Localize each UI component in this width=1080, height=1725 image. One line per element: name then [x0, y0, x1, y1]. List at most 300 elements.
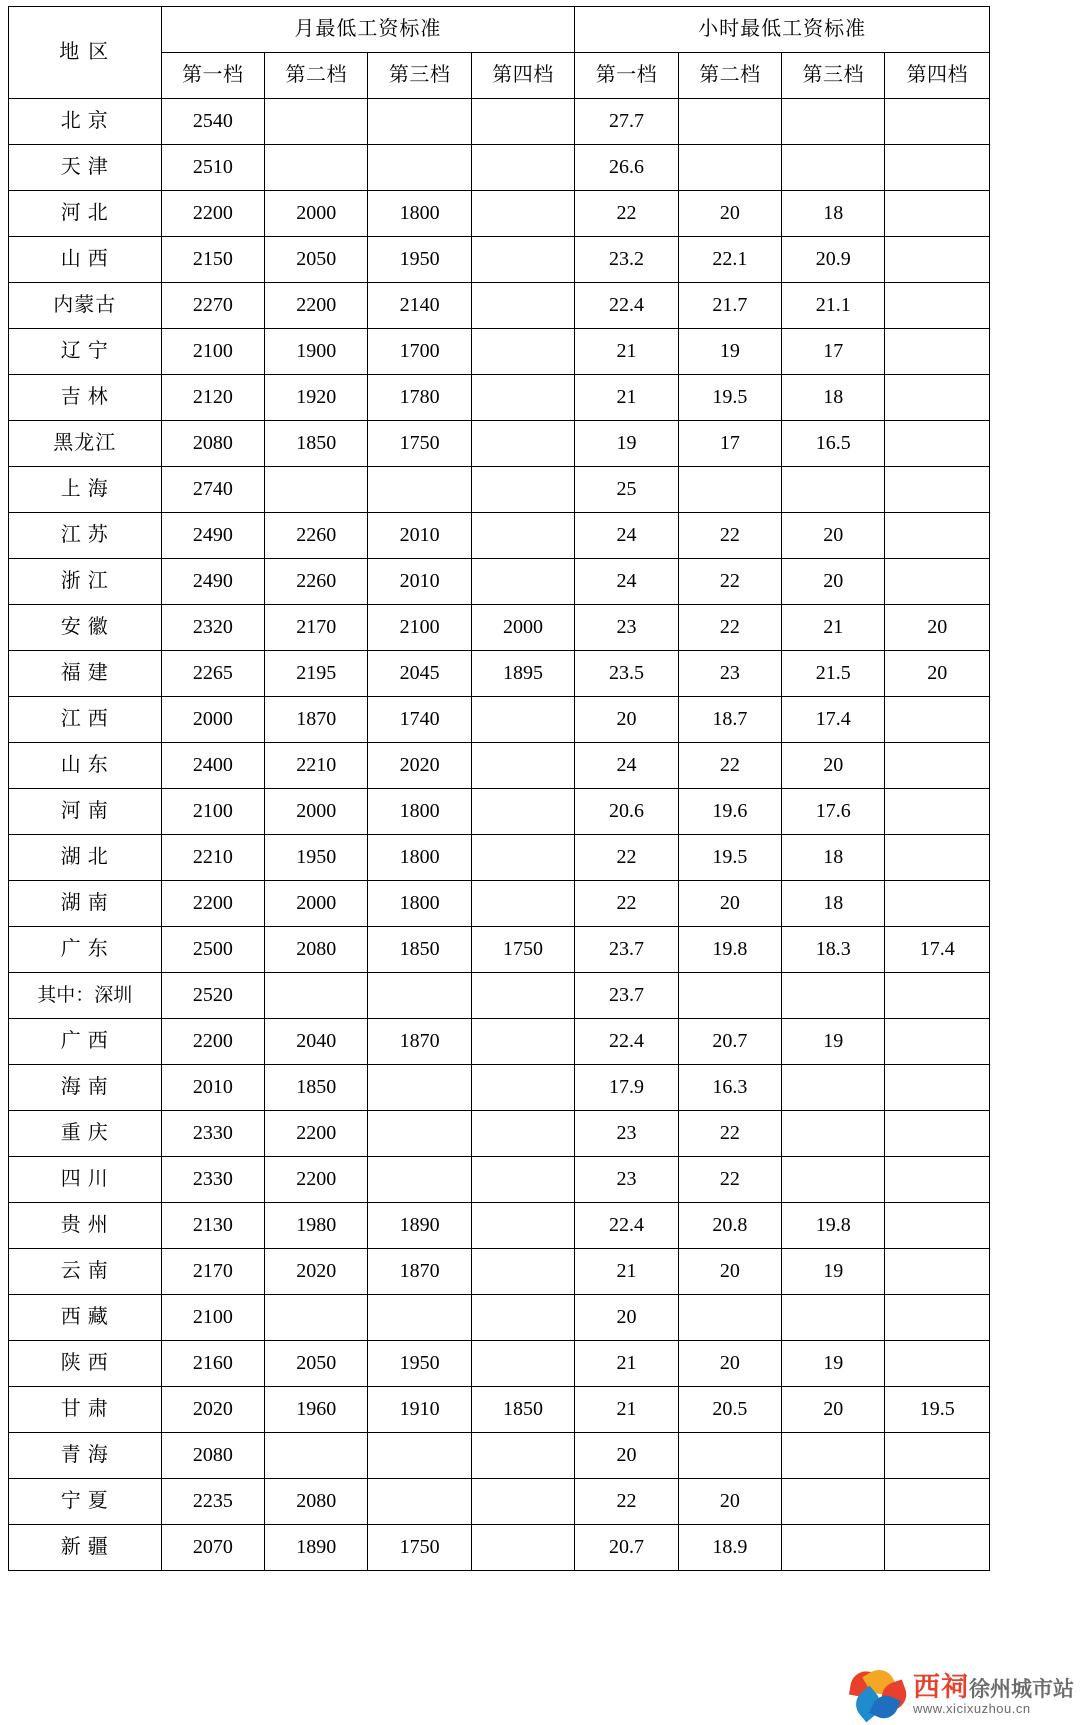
table-row	[9, 1111, 990, 1157]
hourly-tier-3-cell: 20	[782, 513, 885, 559]
region-cell: 云 南	[9, 1249, 162, 1295]
table-row	[9, 99, 990, 145]
monthly-tier-3-cell: 1800	[368, 191, 471, 237]
hourly-tier-3-cell: 17.6	[782, 789, 885, 835]
monthly-tier-2-cell	[265, 145, 368, 191]
monthly-tier-2-cell: 2020	[265, 1249, 368, 1295]
hourly-tier-3-cell: 20	[782, 559, 885, 605]
monthly-tier-3-cell	[368, 1065, 471, 1111]
monthly-tier-2-cell: 2000	[265, 881, 368, 927]
monthly-tier-3-cell	[368, 1479, 471, 1525]
monthly-tier-3-cell	[368, 973, 471, 1019]
monthly-tier-3-cell: 1780	[368, 375, 471, 421]
monthly-tier-1-cell: 2510	[161, 145, 264, 191]
hourly-tier-1-cell: 22	[575, 881, 678, 927]
monthly-tier-4-cell	[471, 375, 574, 421]
table-body	[9, 99, 990, 1571]
hourly-tier-1-cell: 27.7	[575, 99, 678, 145]
header-monthly-tier-3: 第三档	[368, 53, 471, 99]
region-cell: 河 北	[9, 191, 162, 237]
hourly-tier-3-cell: 21.5	[782, 651, 885, 697]
hourly-tier-4-cell	[885, 513, 990, 559]
region-cell: 江 西	[9, 697, 162, 743]
monthly-tier-3-cell	[368, 99, 471, 145]
monthly-tier-4-cell	[471, 881, 574, 927]
hourly-tier-4-cell	[885, 881, 990, 927]
watermark-name-sub: 徐州城市站	[969, 1678, 1074, 1702]
monthly-tier-4-cell	[471, 191, 574, 237]
monthly-tier-2-cell: 1980	[265, 1203, 368, 1249]
hourly-tier-3-cell	[782, 1157, 885, 1203]
hourly-tier-4-cell	[885, 375, 990, 421]
monthly-tier-4-cell	[471, 1249, 574, 1295]
minimum-wage-table	[8, 6, 990, 1571]
hourly-tier-3-cell	[782, 1065, 885, 1111]
hourly-tier-4-cell	[885, 237, 990, 283]
header-monthly-tier-2: 第二档	[265, 53, 368, 99]
monthly-tier-3-cell: 1750	[368, 1525, 471, 1571]
monthly-tier-2-cell: 2200	[265, 283, 368, 329]
monthly-tier-4-cell	[471, 1525, 574, 1571]
region-cell: 江 苏	[9, 513, 162, 559]
monthly-tier-3-cell: 1850	[368, 927, 471, 973]
header-hourly-tier-3: 第三档	[782, 53, 885, 99]
region-cell: 四 川	[9, 1157, 162, 1203]
hourly-tier-1-cell: 23	[575, 1111, 678, 1157]
hourly-tier-4-cell	[885, 283, 990, 329]
monthly-tier-2-cell: 1850	[265, 421, 368, 467]
monthly-tier-2-cell: 2050	[265, 237, 368, 283]
monthly-tier-2-cell: 2200	[265, 1157, 368, 1203]
hourly-tier-2-cell: 20.8	[678, 1203, 781, 1249]
table-row	[9, 1295, 990, 1341]
hourly-tier-1-cell: 23.7	[575, 927, 678, 973]
hourly-tier-3-cell: 18.3	[782, 927, 885, 973]
table-row	[9, 1479, 990, 1525]
monthly-tier-3-cell: 1870	[368, 1249, 471, 1295]
monthly-tier-4-cell: 1850	[471, 1387, 574, 1433]
hourly-tier-4-cell	[885, 559, 990, 605]
hourly-tier-3-cell	[782, 1525, 885, 1571]
monthly-tier-2-cell: 2210	[265, 743, 368, 789]
monthly-tier-3-cell: 1740	[368, 697, 471, 743]
hourly-tier-1-cell: 17.9	[575, 1065, 678, 1111]
monthly-tier-3-cell: 2045	[368, 651, 471, 697]
table-row	[9, 145, 990, 191]
monthly-tier-3-cell: 1800	[368, 881, 471, 927]
monthly-tier-2-cell: 2170	[265, 605, 368, 651]
hourly-tier-1-cell: 21	[575, 375, 678, 421]
region-cell: 宁 夏	[9, 1479, 162, 1525]
hourly-tier-3-cell: 19.8	[782, 1203, 885, 1249]
monthly-tier-1-cell: 2080	[161, 1433, 264, 1479]
table-row	[9, 1019, 990, 1065]
hourly-tier-3-cell	[782, 145, 885, 191]
hourly-tier-1-cell: 22.4	[575, 1203, 678, 1249]
hourly-tier-4-cell: 20	[885, 605, 990, 651]
region-cell: 安 徽	[9, 605, 162, 651]
hourly-tier-3-cell: 19	[782, 1019, 885, 1065]
monthly-tier-3-cell	[368, 1157, 471, 1203]
monthly-tier-1-cell: 2740	[161, 467, 264, 513]
hourly-tier-3-cell	[782, 99, 885, 145]
table-row	[9, 375, 990, 421]
monthly-tier-1-cell: 2330	[161, 1157, 264, 1203]
monthly-tier-3-cell: 1800	[368, 835, 471, 881]
monthly-tier-3-cell: 1910	[368, 1387, 471, 1433]
hourly-tier-3-cell: 17	[782, 329, 885, 375]
hourly-tier-1-cell: 22	[575, 835, 678, 881]
monthly-tier-1-cell: 2200	[161, 191, 264, 237]
hourly-tier-4-cell: 17.4	[885, 927, 990, 973]
monthly-tier-1-cell: 2200	[161, 1019, 264, 1065]
monthly-tier-2-cell: 1900	[265, 329, 368, 375]
monthly-tier-3-cell: 2010	[368, 513, 471, 559]
hourly-tier-3-cell: 16.5	[782, 421, 885, 467]
monthly-tier-4-cell	[471, 145, 574, 191]
monthly-tier-2-cell: 2260	[265, 513, 368, 559]
hourly-tier-2-cell: 17	[678, 421, 781, 467]
hourly-tier-1-cell: 23	[575, 605, 678, 651]
hourly-tier-4-cell	[885, 145, 990, 191]
region-cell: 重 庆	[9, 1111, 162, 1157]
monthly-tier-2-cell: 2040	[265, 1019, 368, 1065]
hourly-tier-3-cell: 18	[782, 375, 885, 421]
hourly-tier-3-cell: 20	[782, 743, 885, 789]
hourly-tier-2-cell: 20	[678, 1479, 781, 1525]
hourly-tier-4-cell	[885, 697, 990, 743]
table-row	[9, 789, 990, 835]
hourly-tier-1-cell: 22	[575, 1479, 678, 1525]
hourly-tier-1-cell: 20	[575, 697, 678, 743]
header-hourly-tier-1: 第一档	[575, 53, 678, 99]
monthly-tier-1-cell: 2100	[161, 789, 264, 835]
monthly-tier-2-cell	[265, 1433, 368, 1479]
monthly-tier-1-cell: 2320	[161, 605, 264, 651]
table-row	[9, 283, 990, 329]
monthly-tier-3-cell: 1870	[368, 1019, 471, 1065]
hourly-tier-3-cell	[782, 1479, 885, 1525]
monthly-tier-3-cell	[368, 1111, 471, 1157]
hourly-tier-1-cell: 21	[575, 1341, 678, 1387]
hourly-tier-2-cell	[678, 1295, 781, 1341]
flower-logo-icon	[851, 1669, 907, 1721]
hourly-tier-1-cell: 22.4	[575, 1019, 678, 1065]
hourly-tier-4-cell	[885, 1157, 990, 1203]
table-row	[9, 927, 990, 973]
hourly-tier-2-cell: 19.8	[678, 927, 781, 973]
hourly-tier-1-cell: 22.4	[575, 283, 678, 329]
region-cell: 青 海	[9, 1433, 162, 1479]
hourly-tier-1-cell: 26.6	[575, 145, 678, 191]
hourly-tier-1-cell: 20.6	[575, 789, 678, 835]
table-row	[9, 1249, 990, 1295]
hourly-tier-2-cell: 18.9	[678, 1525, 781, 1571]
table-row	[9, 1341, 990, 1387]
monthly-tier-1-cell: 2170	[161, 1249, 264, 1295]
monthly-tier-4-cell	[471, 467, 574, 513]
monthly-tier-4-cell	[471, 973, 574, 1019]
monthly-tier-2-cell: 2195	[265, 651, 368, 697]
hourly-tier-1-cell: 21	[575, 1249, 678, 1295]
hourly-tier-2-cell	[678, 973, 781, 1019]
region-cell: 黑龙江	[9, 421, 162, 467]
region-cell: 广 西	[9, 1019, 162, 1065]
monthly-tier-1-cell: 2520	[161, 973, 264, 1019]
region-cell: 湖 北	[9, 835, 162, 881]
header-region: 地 区	[9, 7, 162, 99]
hourly-tier-2-cell	[678, 145, 781, 191]
monthly-tier-4-cell	[471, 1295, 574, 1341]
table-row	[9, 421, 990, 467]
monthly-tier-1-cell: 2490	[161, 559, 264, 605]
monthly-tier-2-cell: 2260	[265, 559, 368, 605]
hourly-tier-3-cell: 18	[782, 881, 885, 927]
hourly-tier-1-cell: 24	[575, 513, 678, 559]
hourly-tier-2-cell	[678, 467, 781, 513]
table-row	[9, 973, 990, 1019]
hourly-tier-4-cell	[885, 743, 990, 789]
monthly-tier-4-cell: 2000	[471, 605, 574, 651]
table-row	[9, 1157, 990, 1203]
region-cell: 甘 肃	[9, 1387, 162, 1433]
hourly-tier-1-cell: 20	[575, 1433, 678, 1479]
hourly-tier-1-cell: 25	[575, 467, 678, 513]
hourly-tier-1-cell: 24	[575, 559, 678, 605]
wage-standards-table-container	[8, 6, 990, 1571]
hourly-tier-4-cell	[885, 835, 990, 881]
region-cell: 山 西	[9, 237, 162, 283]
hourly-tier-4-cell: 19.5	[885, 1387, 990, 1433]
hourly-tier-1-cell: 23.2	[575, 237, 678, 283]
hourly-tier-1-cell: 22	[575, 191, 678, 237]
hourly-tier-3-cell: 20	[782, 1387, 885, 1433]
table-row	[9, 329, 990, 375]
monthly-tier-4-cell	[471, 237, 574, 283]
hourly-tier-1-cell: 21	[575, 329, 678, 375]
table-header	[9, 7, 990, 99]
hourly-tier-2-cell: 20.7	[678, 1019, 781, 1065]
region-cell: 新 疆	[9, 1525, 162, 1571]
watermark-url: www.xicixuzhou.cn	[913, 1701, 1031, 1717]
hourly-tier-3-cell	[782, 973, 885, 1019]
table-row	[9, 1433, 990, 1479]
monthly-tier-2-cell	[265, 467, 368, 513]
hourly-tier-3-cell	[782, 467, 885, 513]
monthly-tier-2-cell: 1950	[265, 835, 368, 881]
monthly-tier-2-cell: 2000	[265, 191, 368, 237]
monthly-tier-1-cell: 2000	[161, 697, 264, 743]
site-watermark	[851, 1669, 1074, 1721]
monthly-tier-2-cell: 1850	[265, 1065, 368, 1111]
header-hourly-tier-2: 第二档	[678, 53, 781, 99]
monthly-tier-3-cell: 1950	[368, 237, 471, 283]
monthly-tier-2-cell: 1890	[265, 1525, 368, 1571]
header-monthly-tier-4: 第四档	[471, 53, 574, 99]
hourly-tier-4-cell	[885, 1341, 990, 1387]
table-row	[9, 835, 990, 881]
hourly-tier-2-cell: 20	[678, 1249, 781, 1295]
monthly-tier-4-cell	[471, 1479, 574, 1525]
monthly-tier-4-cell	[471, 1157, 574, 1203]
monthly-tier-2-cell: 2050	[265, 1341, 368, 1387]
table-row	[9, 1525, 990, 1571]
region-cell: 天 津	[9, 145, 162, 191]
hourly-tier-2-cell: 20	[678, 1341, 781, 1387]
hourly-tier-3-cell: 21.1	[782, 283, 885, 329]
monthly-tier-1-cell: 2265	[161, 651, 264, 697]
hourly-tier-4-cell	[885, 973, 990, 1019]
hourly-tier-3-cell	[782, 1111, 885, 1157]
monthly-tier-2-cell: 2080	[265, 927, 368, 973]
monthly-tier-1-cell: 2540	[161, 99, 264, 145]
monthly-tier-1-cell: 2100	[161, 329, 264, 375]
monthly-tier-4-cell: 1895	[471, 651, 574, 697]
hourly-tier-4-cell	[885, 191, 990, 237]
table-row	[9, 559, 990, 605]
hourly-tier-1-cell: 23.5	[575, 651, 678, 697]
region-cell: 河 南	[9, 789, 162, 835]
hourly-tier-4-cell	[885, 1525, 990, 1571]
hourly-tier-4-cell	[885, 467, 990, 513]
monthly-tier-4-cell	[471, 697, 574, 743]
monthly-tier-3-cell: 1950	[368, 1341, 471, 1387]
table-row	[9, 881, 990, 927]
hourly-tier-2-cell: 22	[678, 743, 781, 789]
monthly-tier-1-cell: 2400	[161, 743, 264, 789]
monthly-tier-3-cell	[368, 1433, 471, 1479]
region-cell: 吉 林	[9, 375, 162, 421]
table-row	[9, 651, 990, 697]
monthly-tier-2-cell	[265, 973, 368, 1019]
region-cell: 湖 南	[9, 881, 162, 927]
hourly-tier-1-cell: 21	[575, 1387, 678, 1433]
monthly-tier-2-cell	[265, 1295, 368, 1341]
monthly-tier-4-cell	[471, 1019, 574, 1065]
table-row	[9, 513, 990, 559]
monthly-tier-4-cell: 1750	[471, 927, 574, 973]
monthly-tier-1-cell: 2210	[161, 835, 264, 881]
monthly-tier-4-cell	[471, 743, 574, 789]
monthly-tier-4-cell	[471, 559, 574, 605]
monthly-tier-2-cell: 1920	[265, 375, 368, 421]
monthly-tier-2-cell: 1960	[265, 1387, 368, 1433]
monthly-tier-4-cell	[471, 1341, 574, 1387]
hourly-tier-4-cell	[885, 421, 990, 467]
hourly-tier-2-cell	[678, 99, 781, 145]
monthly-tier-1-cell: 2235	[161, 1479, 264, 1525]
hourly-tier-1-cell: 20	[575, 1295, 678, 1341]
region-cell: 山 东	[9, 743, 162, 789]
table-row	[9, 743, 990, 789]
region-cell: 福 建	[9, 651, 162, 697]
hourly-tier-1-cell: 23.7	[575, 973, 678, 1019]
monthly-tier-4-cell	[471, 99, 574, 145]
hourly-tier-4-cell	[885, 1249, 990, 1295]
monthly-tier-4-cell	[471, 1203, 574, 1249]
monthly-tier-4-cell	[471, 789, 574, 835]
hourly-tier-1-cell: 20.7	[575, 1525, 678, 1571]
header-row-groups	[9, 7, 990, 53]
watermark-title	[913, 1673, 1074, 1701]
hourly-tier-4-cell	[885, 1203, 990, 1249]
table-row	[9, 697, 990, 743]
hourly-tier-3-cell: 18	[782, 835, 885, 881]
monthly-tier-4-cell	[471, 1111, 574, 1157]
hourly-tier-2-cell: 19.6	[678, 789, 781, 835]
table-row	[9, 467, 990, 513]
region-cell: 上 海	[9, 467, 162, 513]
hourly-tier-2-cell: 20	[678, 191, 781, 237]
hourly-tier-1-cell: 19	[575, 421, 678, 467]
monthly-tier-3-cell: 1890	[368, 1203, 471, 1249]
hourly-tier-2-cell	[678, 1433, 781, 1479]
hourly-tier-3-cell: 19	[782, 1249, 885, 1295]
hourly-tier-2-cell: 22	[678, 559, 781, 605]
monthly-tier-1-cell: 2070	[161, 1525, 264, 1571]
hourly-tier-4-cell	[885, 1111, 990, 1157]
monthly-tier-1-cell: 2200	[161, 881, 264, 927]
monthly-tier-1-cell: 2130	[161, 1203, 264, 1249]
monthly-tier-3-cell: 1800	[368, 789, 471, 835]
hourly-tier-2-cell: 16.3	[678, 1065, 781, 1111]
hourly-tier-4-cell: 20	[885, 651, 990, 697]
monthly-tier-3-cell: 2140	[368, 283, 471, 329]
region-cell: 北 京	[9, 99, 162, 145]
header-monthly-group: 月最低工资标准	[161, 7, 575, 53]
table-row	[9, 1387, 990, 1433]
monthly-tier-4-cell	[471, 835, 574, 881]
hourly-tier-4-cell	[885, 1433, 990, 1479]
hourly-tier-3-cell: 18	[782, 191, 885, 237]
hourly-tier-4-cell	[885, 1019, 990, 1065]
hourly-tier-2-cell: 23	[678, 651, 781, 697]
hourly-tier-1-cell: 23	[575, 1157, 678, 1203]
monthly-tier-3-cell: 2010	[368, 559, 471, 605]
monthly-tier-3-cell	[368, 467, 471, 513]
region-cell: 海 南	[9, 1065, 162, 1111]
hourly-tier-2-cell: 22	[678, 1111, 781, 1157]
monthly-tier-1-cell: 2100	[161, 1295, 264, 1341]
monthly-tier-1-cell: 2490	[161, 513, 264, 559]
table-row	[9, 191, 990, 237]
monthly-tier-4-cell	[471, 421, 574, 467]
table-row	[9, 237, 990, 283]
monthly-tier-2-cell	[265, 99, 368, 145]
header-hourly-group: 小时最低工资标准	[575, 7, 990, 53]
hourly-tier-3-cell	[782, 1433, 885, 1479]
monthly-tier-3-cell: 2100	[368, 605, 471, 651]
monthly-tier-4-cell	[471, 329, 574, 375]
hourly-tier-2-cell: 22	[678, 605, 781, 651]
monthly-tier-3-cell	[368, 1295, 471, 1341]
region-cell: 广 东	[9, 927, 162, 973]
hourly-tier-2-cell: 19.5	[678, 375, 781, 421]
monthly-tier-3-cell: 1700	[368, 329, 471, 375]
monthly-tier-1-cell: 2010	[161, 1065, 264, 1111]
hourly-tier-2-cell: 19.5	[678, 835, 781, 881]
region-cell: 浙 江	[9, 559, 162, 605]
monthly-tier-4-cell	[471, 513, 574, 559]
monthly-tier-1-cell: 2270	[161, 283, 264, 329]
region-cell: 其中：深圳	[9, 973, 162, 1019]
region-cell: 陕 西	[9, 1341, 162, 1387]
hourly-tier-4-cell	[885, 789, 990, 835]
monthly-tier-4-cell	[471, 283, 574, 329]
hourly-tier-4-cell	[885, 1479, 990, 1525]
monthly-tier-1-cell: 2160	[161, 1341, 264, 1387]
monthly-tier-1-cell: 2020	[161, 1387, 264, 1433]
